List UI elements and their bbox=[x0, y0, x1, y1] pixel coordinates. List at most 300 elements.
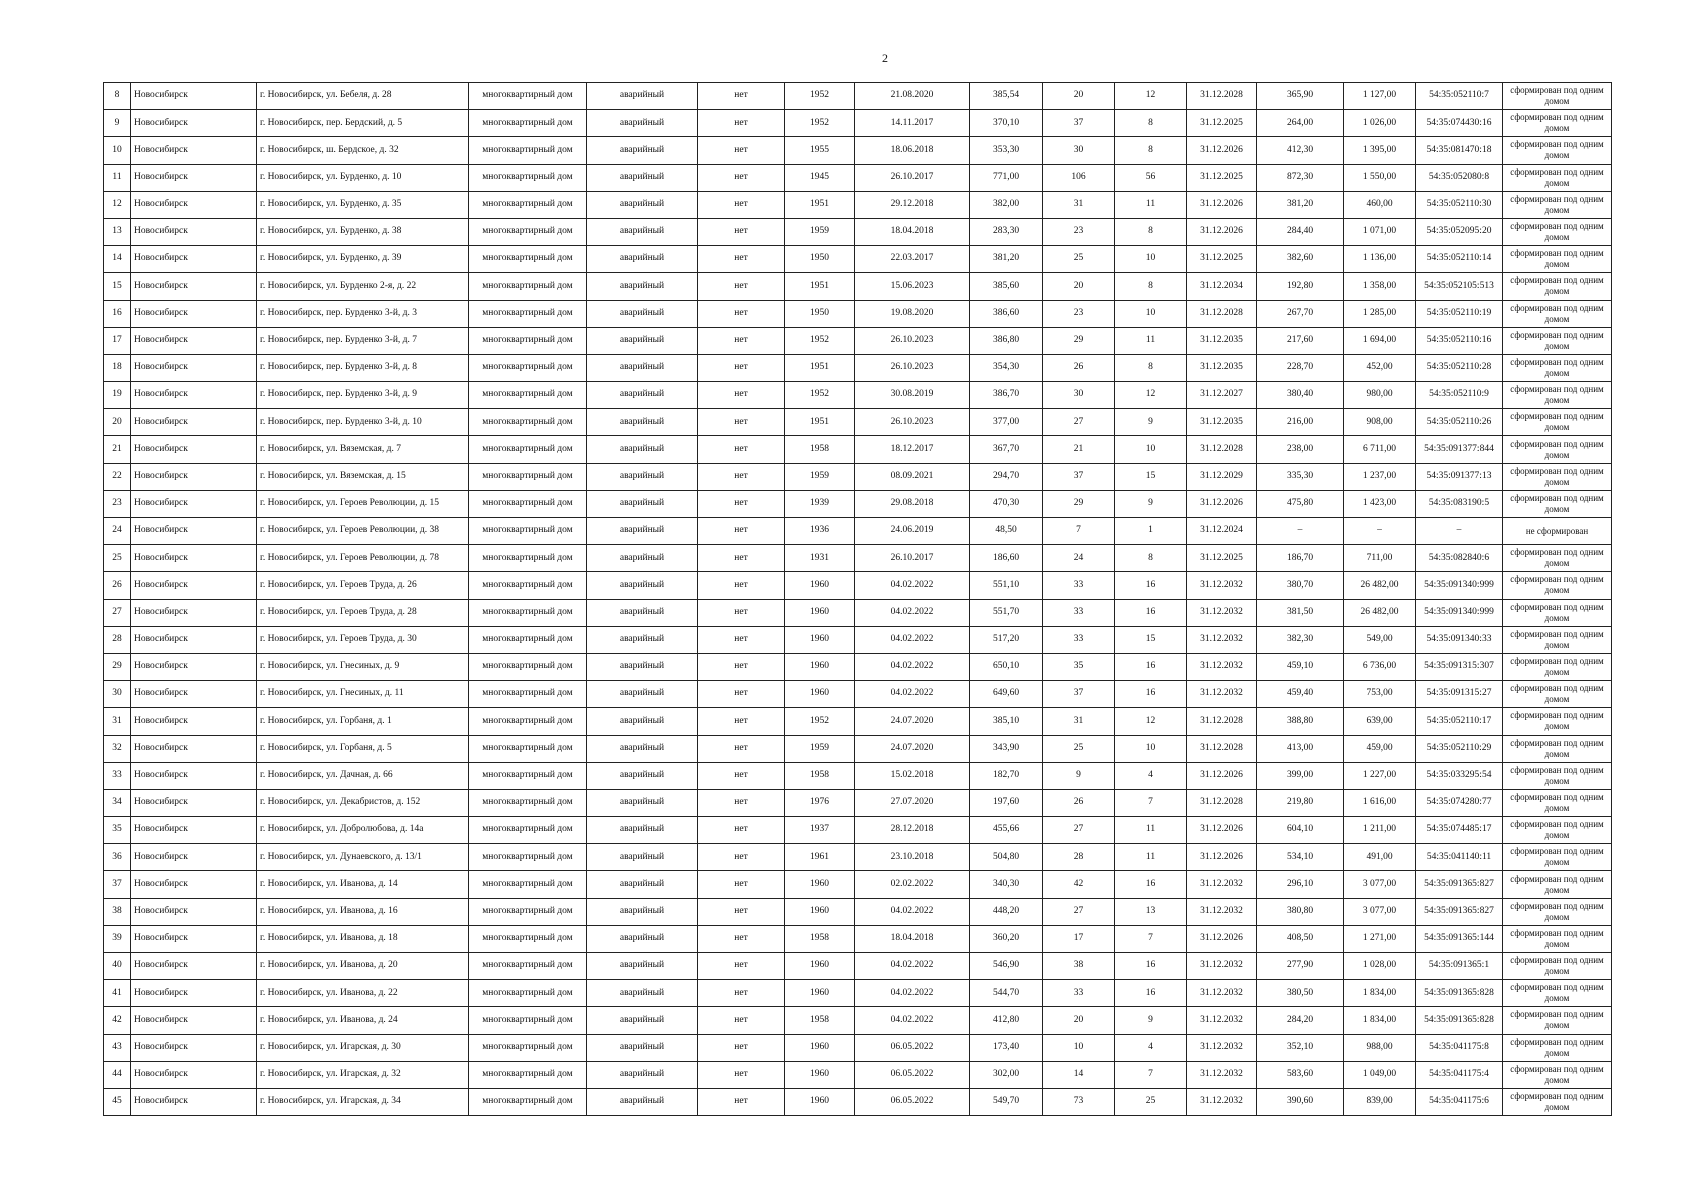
cell-land-area: 3 077,00 bbox=[1344, 898, 1416, 925]
cell-land-area: 839,00 bbox=[1344, 1088, 1416, 1115]
cell-address: г. Новосибирск, ш. Бердское, д. 32 bbox=[257, 137, 469, 164]
cell-recognition-date: 18.04.2018 bbox=[855, 218, 970, 245]
cell-area-2: 413,00 bbox=[1257, 735, 1344, 762]
cell-flag: нет bbox=[698, 626, 785, 653]
cell-build-year: 1951 bbox=[785, 409, 855, 436]
cell-build-year: 1950 bbox=[785, 300, 855, 327]
cell-rooms: 8 bbox=[1115, 218, 1187, 245]
cell-address: г. Новосибирск, ул. Героев Труда, д. 26 bbox=[257, 572, 469, 599]
cell-land-area: 711,00 bbox=[1344, 545, 1416, 572]
cell-settlement: Новосибирск bbox=[131, 218, 257, 245]
cell-house-type: многоквартирный дом bbox=[469, 354, 587, 381]
cell-area: 517,20 bbox=[970, 626, 1043, 653]
cell-build-year: 1960 bbox=[785, 572, 855, 599]
cell-area-2: 186,70 bbox=[1257, 545, 1344, 572]
cell-settlement: Новосибирск bbox=[131, 354, 257, 381]
table-row bbox=[104, 1088, 1612, 1115]
cell-area: 283,30 bbox=[970, 218, 1043, 245]
cell-rooms: 16 bbox=[1115, 980, 1187, 1007]
cell-land-status: сформирован под одним домом bbox=[1503, 300, 1612, 327]
cell-land-area: 26 482,00 bbox=[1344, 572, 1416, 599]
cell-area-2: 380,40 bbox=[1257, 382, 1344, 409]
table-row bbox=[104, 626, 1612, 653]
cell-area-2: 264,00 bbox=[1257, 110, 1344, 137]
cell-deadline: 31.12.2024 bbox=[1187, 518, 1257, 545]
cell-cadastral-number: 54:35:052080:8 bbox=[1416, 164, 1503, 191]
cell-land-area: 459,00 bbox=[1344, 735, 1416, 762]
cell-land-status: сформирован под одним домом bbox=[1503, 844, 1612, 871]
table-row bbox=[104, 653, 1612, 680]
table-row bbox=[104, 953, 1612, 980]
cell-address: г. Новосибирск, ул. Иванова, д. 24 bbox=[257, 1007, 469, 1034]
cell-settlement: Новосибирск bbox=[131, 191, 257, 218]
cell-rooms: 16 bbox=[1115, 653, 1187, 680]
cell-land-status: сформирован под одним домом bbox=[1503, 164, 1612, 191]
cell-cadastral-number: 54:35:081470:18 bbox=[1416, 137, 1503, 164]
cell-land-status: сформирован под одним домом bbox=[1503, 898, 1612, 925]
cell-cadastral-number: 54:35:074485:17 bbox=[1416, 817, 1503, 844]
cell-rooms: 11 bbox=[1115, 844, 1187, 871]
cell-settlement: Новосибирск bbox=[131, 789, 257, 816]
table-row bbox=[104, 518, 1612, 545]
cell-area: 412,80 bbox=[970, 1007, 1043, 1034]
cell-address: г. Новосибирск, ул. Героев Революции, д. 38 bbox=[257, 518, 469, 545]
cell-cadastral-number: 54:35:052105:513 bbox=[1416, 273, 1503, 300]
cell-area-2: 382,60 bbox=[1257, 246, 1344, 273]
cell-cadastral-number: 54:35:091365:1 bbox=[1416, 953, 1503, 980]
cell-build-year: 1958 bbox=[785, 925, 855, 952]
cell-rooms: 9 bbox=[1115, 409, 1187, 436]
cell-residents: 25 bbox=[1043, 246, 1115, 273]
cell-build-year: 1960 bbox=[785, 599, 855, 626]
cell-condition: аварийный bbox=[587, 871, 698, 898]
cell-area: 294,70 bbox=[970, 463, 1043, 490]
cell-condition: аварийный bbox=[587, 409, 698, 436]
cell-residents: 26 bbox=[1043, 354, 1115, 381]
cell-area: 386,80 bbox=[970, 327, 1043, 354]
cell-house-type: многоквартирный дом bbox=[469, 925, 587, 952]
cell-area-2: 365,90 bbox=[1257, 83, 1344, 110]
cell-row-number: 28 bbox=[104, 626, 131, 653]
cell-land-area: 1 271,00 bbox=[1344, 925, 1416, 952]
cell-land-area: 460,00 bbox=[1344, 191, 1416, 218]
cell-deadline: 31.12.2034 bbox=[1187, 273, 1257, 300]
cell-condition: аварийный bbox=[587, 463, 698, 490]
cell-cadastral-number: 54:35:041175:4 bbox=[1416, 1061, 1503, 1088]
cell-cadastral-number: 54:35:041140:11 bbox=[1416, 844, 1503, 871]
cell-build-year: 1960 bbox=[785, 653, 855, 680]
cell-settlement: Новосибирск bbox=[131, 953, 257, 980]
cell-build-year: 1960 bbox=[785, 1088, 855, 1115]
cell-settlement: Новосибирск bbox=[131, 599, 257, 626]
cell-flag: нет bbox=[698, 789, 785, 816]
cell-land-area: 1 423,00 bbox=[1344, 490, 1416, 517]
cell-row-number: 24 bbox=[104, 518, 131, 545]
cell-land-status: сформирован под одним домом bbox=[1503, 1088, 1612, 1115]
cell-flag: нет bbox=[698, 191, 785, 218]
cell-house-type: многоквартирный дом bbox=[469, 409, 587, 436]
cell-build-year: 1951 bbox=[785, 191, 855, 218]
table-row bbox=[104, 273, 1612, 300]
cell-condition: аварийный bbox=[587, 789, 698, 816]
cell-residents: 33 bbox=[1043, 599, 1115, 626]
cell-row-number: 12 bbox=[104, 191, 131, 218]
cell-settlement: Новосибирск bbox=[131, 246, 257, 273]
cell-condition: аварийный bbox=[587, 681, 698, 708]
cell-rooms: 25 bbox=[1115, 1088, 1187, 1115]
cell-deadline: 31.12.2032 bbox=[1187, 953, 1257, 980]
cell-land-status: сформирован под одним домом bbox=[1503, 1061, 1612, 1088]
table-row bbox=[104, 1034, 1612, 1061]
cell-recognition-date: 26.10.2017 bbox=[855, 545, 970, 572]
cell-land-status: не сформирован bbox=[1503, 518, 1612, 545]
cell-area: 48,50 bbox=[970, 518, 1043, 545]
cell-row-number: 25 bbox=[104, 545, 131, 572]
cell-area-2: 381,50 bbox=[1257, 599, 1344, 626]
cell-residents: 37 bbox=[1043, 681, 1115, 708]
cell-rooms: 8 bbox=[1115, 354, 1187, 381]
cell-row-number: 34 bbox=[104, 789, 131, 816]
cell-recognition-date: 26.10.2023 bbox=[855, 409, 970, 436]
cell-deadline: 31.12.2032 bbox=[1187, 1007, 1257, 1034]
cell-row-number: 45 bbox=[104, 1088, 131, 1115]
cell-land-area: 753,00 bbox=[1344, 681, 1416, 708]
cell-address: г. Новосибирск, ул. Горбаня, д. 1 bbox=[257, 708, 469, 735]
cell-condition: аварийный bbox=[587, 572, 698, 599]
cell-recognition-date: 04.02.2022 bbox=[855, 1007, 970, 1034]
cell-flag: нет bbox=[698, 545, 785, 572]
cell-recognition-date: 24.06.2019 bbox=[855, 518, 970, 545]
cell-deadline: 31.12.2028 bbox=[1187, 708, 1257, 735]
cell-area-2: 388,80 bbox=[1257, 708, 1344, 735]
cell-build-year: 1945 bbox=[785, 164, 855, 191]
cell-house-type: многоквартирный дом bbox=[469, 762, 587, 789]
table-row bbox=[104, 382, 1612, 409]
cell-residents: 30 bbox=[1043, 137, 1115, 164]
cell-build-year: 1952 bbox=[785, 83, 855, 110]
cell-land-status: сформирован под одним домом bbox=[1503, 1034, 1612, 1061]
cell-condition: аварийный bbox=[587, 490, 698, 517]
cell-area-2: 475,80 bbox=[1257, 490, 1344, 517]
cell-cadastral-number: 54:35:083190:5 bbox=[1416, 490, 1503, 517]
cell-house-type: многоквартирный дом bbox=[469, 545, 587, 572]
table-row bbox=[104, 708, 1612, 735]
cell-rooms: 15 bbox=[1115, 463, 1187, 490]
cell-area-2: 267,70 bbox=[1257, 300, 1344, 327]
cell-house-type: многоквартирный дом bbox=[469, 463, 587, 490]
cell-settlement: Новосибирск bbox=[131, 490, 257, 517]
cell-land-status: сформирован под одним домом bbox=[1503, 653, 1612, 680]
cell-row-number: 15 bbox=[104, 273, 131, 300]
cell-land-status: сформирован под одним домом bbox=[1503, 681, 1612, 708]
cell-row-number: 31 bbox=[104, 708, 131, 735]
cell-land-area: 1 136,00 bbox=[1344, 246, 1416, 273]
cell-deadline: 31.12.2032 bbox=[1187, 572, 1257, 599]
cell-land-status: сформирован под одним домом bbox=[1503, 110, 1612, 137]
cell-build-year: 1960 bbox=[785, 626, 855, 653]
cell-area: 650,10 bbox=[970, 653, 1043, 680]
cell-area: 771,00 bbox=[970, 164, 1043, 191]
housing-registry-table bbox=[103, 82, 1612, 1116]
cell-flag: нет bbox=[698, 164, 785, 191]
cell-residents: 73 bbox=[1043, 1088, 1115, 1115]
cell-cadastral-number: 54:35:091365:828 bbox=[1416, 980, 1503, 1007]
cell-address: г. Новосибирск, ул. Иванова, д. 18 bbox=[257, 925, 469, 952]
cell-residents: 33 bbox=[1043, 626, 1115, 653]
cell-area: 470,30 bbox=[970, 490, 1043, 517]
cell-settlement: Новосибирск bbox=[131, 572, 257, 599]
cell-area-2: 390,60 bbox=[1257, 1088, 1344, 1115]
cell-deadline: 31.12.2035 bbox=[1187, 354, 1257, 381]
cell-rooms: 8 bbox=[1115, 110, 1187, 137]
cell-recognition-date: 06.05.2022 bbox=[855, 1061, 970, 1088]
cell-house-type: многоквартирный дом bbox=[469, 681, 587, 708]
cell-flag: нет bbox=[698, 1034, 785, 1061]
cell-land-area: 1 227,00 bbox=[1344, 762, 1416, 789]
cell-flag: нет bbox=[698, 1088, 785, 1115]
cell-build-year: 1960 bbox=[785, 980, 855, 1007]
cell-area-2: 380,50 bbox=[1257, 980, 1344, 1007]
cell-house-type: многоквартирный дом bbox=[469, 518, 587, 545]
cell-flag: нет bbox=[698, 110, 785, 137]
cell-residents: 35 bbox=[1043, 653, 1115, 680]
cell-settlement: Новосибирск bbox=[131, 409, 257, 436]
cell-condition: аварийный bbox=[587, 762, 698, 789]
cell-flag: нет bbox=[698, 681, 785, 708]
table-row bbox=[104, 762, 1612, 789]
table-row bbox=[104, 164, 1612, 191]
cell-settlement: Новосибирск bbox=[131, 1088, 257, 1115]
cell-land-status: сформирован под одним домом bbox=[1503, 137, 1612, 164]
cell-house-type: многоквартирный дом bbox=[469, 953, 587, 980]
cell-flag: нет bbox=[698, 463, 785, 490]
cell-house-type: многоквартирный дом bbox=[469, 1034, 587, 1061]
cell-house-type: многоквартирный дом bbox=[469, 708, 587, 735]
cell-house-type: многоквартирный дом bbox=[469, 599, 587, 626]
cell-house-type: многоквартирный дом bbox=[469, 1007, 587, 1034]
cell-deadline: 31.12.2026 bbox=[1187, 218, 1257, 245]
cell-land-area: 1 026,00 bbox=[1344, 110, 1416, 137]
cell-address: г. Новосибирск, ул. Бурденко, д. 39 bbox=[257, 246, 469, 273]
cell-build-year: 1960 bbox=[785, 953, 855, 980]
cell-area: 386,60 bbox=[970, 300, 1043, 327]
cell-recognition-date: 21.08.2020 bbox=[855, 83, 970, 110]
cell-flag: нет bbox=[698, 1007, 785, 1034]
cell-rooms: 10 bbox=[1115, 436, 1187, 463]
cell-deadline: 31.12.2027 bbox=[1187, 382, 1257, 409]
table-row bbox=[104, 409, 1612, 436]
table-row bbox=[104, 137, 1612, 164]
cell-land-area: 639,00 bbox=[1344, 708, 1416, 735]
cell-recognition-date: 28.12.2018 bbox=[855, 817, 970, 844]
cell-recognition-date: 04.02.2022 bbox=[855, 626, 970, 653]
cell-house-type: многоквартирный дом bbox=[469, 164, 587, 191]
cell-land-status: сформирован под одним домом bbox=[1503, 626, 1612, 653]
cell-deadline: 31.12.2032 bbox=[1187, 653, 1257, 680]
cell-area-2: 399,00 bbox=[1257, 762, 1344, 789]
cell-row-number: 35 bbox=[104, 817, 131, 844]
cell-land-area: – bbox=[1344, 518, 1416, 545]
cell-settlement: Новосибирск bbox=[131, 817, 257, 844]
cell-area: 340,30 bbox=[970, 871, 1043, 898]
table-row bbox=[104, 980, 1612, 1007]
cell-row-number: 18 bbox=[104, 354, 131, 381]
cell-address: г. Новосибирск, ул. Игарская, д. 34 bbox=[257, 1088, 469, 1115]
table-row bbox=[104, 681, 1612, 708]
table-row bbox=[104, 463, 1612, 490]
cell-settlement: Новосибирск bbox=[131, 681, 257, 708]
cell-land-area: 6 711,00 bbox=[1344, 436, 1416, 463]
cell-land-status: сформирован под одним домом bbox=[1503, 1007, 1612, 1034]
cell-recognition-date: 24.07.2020 bbox=[855, 708, 970, 735]
cell-area-2: 459,10 bbox=[1257, 653, 1344, 680]
cell-residents: 17 bbox=[1043, 925, 1115, 952]
cell-area: 182,70 bbox=[970, 762, 1043, 789]
cell-row-number: 42 bbox=[104, 1007, 131, 1034]
cell-house-type: многоквартирный дом bbox=[469, 1061, 587, 1088]
cell-row-number: 37 bbox=[104, 871, 131, 898]
cell-area: 370,10 bbox=[970, 110, 1043, 137]
cell-flag: нет bbox=[698, 436, 785, 463]
cell-deadline: 31.12.2035 bbox=[1187, 327, 1257, 354]
cell-rooms: 13 bbox=[1115, 898, 1187, 925]
cell-settlement: Новосибирск bbox=[131, 382, 257, 409]
cell-condition: аварийный bbox=[587, 844, 698, 871]
table-row bbox=[104, 436, 1612, 463]
cell-row-number: 29 bbox=[104, 653, 131, 680]
cell-row-number: 27 bbox=[104, 599, 131, 626]
cell-recognition-date: 15.06.2023 bbox=[855, 273, 970, 300]
cell-land-status: сформирован под одним домом bbox=[1503, 273, 1612, 300]
cell-deadline: 31.12.2032 bbox=[1187, 871, 1257, 898]
cell-rooms: 16 bbox=[1115, 599, 1187, 626]
cell-land-area: 3 077,00 bbox=[1344, 871, 1416, 898]
cell-house-type: многоквартирный дом bbox=[469, 980, 587, 1007]
cell-address: г. Новосибирск, пер. Бурденко 3-й, д. 7 bbox=[257, 327, 469, 354]
cell-area: 377,00 bbox=[970, 409, 1043, 436]
cell-cadastral-number: 54:35:091365:827 bbox=[1416, 871, 1503, 898]
cell-flag: нет bbox=[698, 599, 785, 626]
cell-condition: аварийный bbox=[587, 898, 698, 925]
cell-row-number: 36 bbox=[104, 844, 131, 871]
cell-cadastral-number: 54:35:091315:307 bbox=[1416, 653, 1503, 680]
cell-address: г. Новосибирск, ул. Дунаевского, д. 13/1 bbox=[257, 844, 469, 871]
cell-area: 367,70 bbox=[970, 436, 1043, 463]
table-row bbox=[104, 925, 1612, 952]
cell-deadline: 31.12.2026 bbox=[1187, 137, 1257, 164]
cell-address: г. Новосибирск, ул. Героев Революции, д. 78 bbox=[257, 545, 469, 572]
cell-deadline: 31.12.2032 bbox=[1187, 980, 1257, 1007]
cell-row-number: 8 bbox=[104, 83, 131, 110]
cell-build-year: 1950 bbox=[785, 246, 855, 273]
cell-deadline: 31.12.2026 bbox=[1187, 762, 1257, 789]
cell-area: 546,90 bbox=[970, 953, 1043, 980]
cell-land-status: сформирован под одним домом bbox=[1503, 599, 1612, 626]
cell-row-number: 26 bbox=[104, 572, 131, 599]
cell-residents: 23 bbox=[1043, 300, 1115, 327]
cell-deadline: 31.12.2032 bbox=[1187, 599, 1257, 626]
cell-area: 448,20 bbox=[970, 898, 1043, 925]
cell-rooms: 7 bbox=[1115, 925, 1187, 952]
cell-condition: аварийный bbox=[587, 735, 698, 762]
cell-condition: аварийный bbox=[587, 653, 698, 680]
table-row bbox=[104, 545, 1612, 572]
cell-address: г. Новосибирск, ул. Героев Революции, д. 15 bbox=[257, 490, 469, 517]
cell-rooms: 7 bbox=[1115, 1061, 1187, 1088]
cell-rooms: 9 bbox=[1115, 1007, 1187, 1034]
cell-build-year: 1958 bbox=[785, 762, 855, 789]
cell-land-area: 1 237,00 bbox=[1344, 463, 1416, 490]
cell-residents: 29 bbox=[1043, 490, 1115, 517]
cell-build-year: 1937 bbox=[785, 817, 855, 844]
cell-house-type: многоквартирный дом bbox=[469, 735, 587, 762]
cell-settlement: Новосибирск bbox=[131, 436, 257, 463]
cell-row-number: 11 bbox=[104, 164, 131, 191]
cell-area-2: 534,10 bbox=[1257, 844, 1344, 871]
cell-land-status: сформирован под одним домом bbox=[1503, 762, 1612, 789]
cell-area: 382,00 bbox=[970, 191, 1043, 218]
cell-residents: 27 bbox=[1043, 817, 1115, 844]
cell-cadastral-number: 54:35:091340:33 bbox=[1416, 626, 1503, 653]
cell-area-2: 380,70 bbox=[1257, 572, 1344, 599]
cell-flag: нет bbox=[698, 844, 785, 871]
cell-area: 544,70 bbox=[970, 980, 1043, 1007]
cell-area-2: 352,10 bbox=[1257, 1034, 1344, 1061]
cell-land-area: 1 550,00 bbox=[1344, 164, 1416, 191]
cell-land-status: сформирован под одним домом bbox=[1503, 354, 1612, 381]
table-row bbox=[104, 110, 1612, 137]
cell-condition: аварийный bbox=[587, 218, 698, 245]
cell-condition: аварийный bbox=[587, 1088, 698, 1115]
cell-area: 173,40 bbox=[970, 1034, 1043, 1061]
cell-area: 385,54 bbox=[970, 83, 1043, 110]
cell-rooms: 7 bbox=[1115, 789, 1187, 816]
cell-condition: аварийный bbox=[587, 273, 698, 300]
cell-area-2: 381,20 bbox=[1257, 191, 1344, 218]
cell-flag: нет bbox=[698, 653, 785, 680]
cell-settlement: Новосибирск bbox=[131, 735, 257, 762]
cell-cadastral-number: 54:35:052095:20 bbox=[1416, 218, 1503, 245]
cell-row-number: 44 bbox=[104, 1061, 131, 1088]
cell-residents: 30 bbox=[1043, 382, 1115, 409]
cell-residents: 28 bbox=[1043, 844, 1115, 871]
cell-build-year: 1939 bbox=[785, 490, 855, 517]
cell-flag: нет bbox=[698, 871, 785, 898]
table-row bbox=[104, 246, 1612, 273]
cell-condition: аварийный bbox=[587, 1007, 698, 1034]
cell-deadline: 31.12.2025 bbox=[1187, 545, 1257, 572]
cell-condition: аварийный bbox=[587, 382, 698, 409]
cell-area-2: 382,30 bbox=[1257, 626, 1344, 653]
cell-land-status: сформирован под одним домом bbox=[1503, 789, 1612, 816]
cell-address: г. Новосибирск, ул. Игарская, д. 32 bbox=[257, 1061, 469, 1088]
cell-flag: нет bbox=[698, 817, 785, 844]
cell-condition: аварийный bbox=[587, 436, 698, 463]
cell-cadastral-number: 54:35:091340:999 bbox=[1416, 572, 1503, 599]
cell-address: г. Новосибирск, ул. Героев Труда, д. 28 bbox=[257, 599, 469, 626]
table-row bbox=[104, 735, 1612, 762]
cell-land-area: 1 049,00 bbox=[1344, 1061, 1416, 1088]
cell-address: г. Новосибирск, ул. Иванова, д. 22 bbox=[257, 980, 469, 1007]
table-row bbox=[104, 1061, 1612, 1088]
cell-flag: нет bbox=[698, 83, 785, 110]
cell-condition: аварийный bbox=[587, 327, 698, 354]
cell-area: 386,70 bbox=[970, 382, 1043, 409]
cell-address: г. Новосибирск, ул. Декабристов, д. 152 bbox=[257, 789, 469, 816]
cell-build-year: 1952 bbox=[785, 708, 855, 735]
cell-flag: нет bbox=[698, 1061, 785, 1088]
cell-area-2: 459,40 bbox=[1257, 681, 1344, 708]
